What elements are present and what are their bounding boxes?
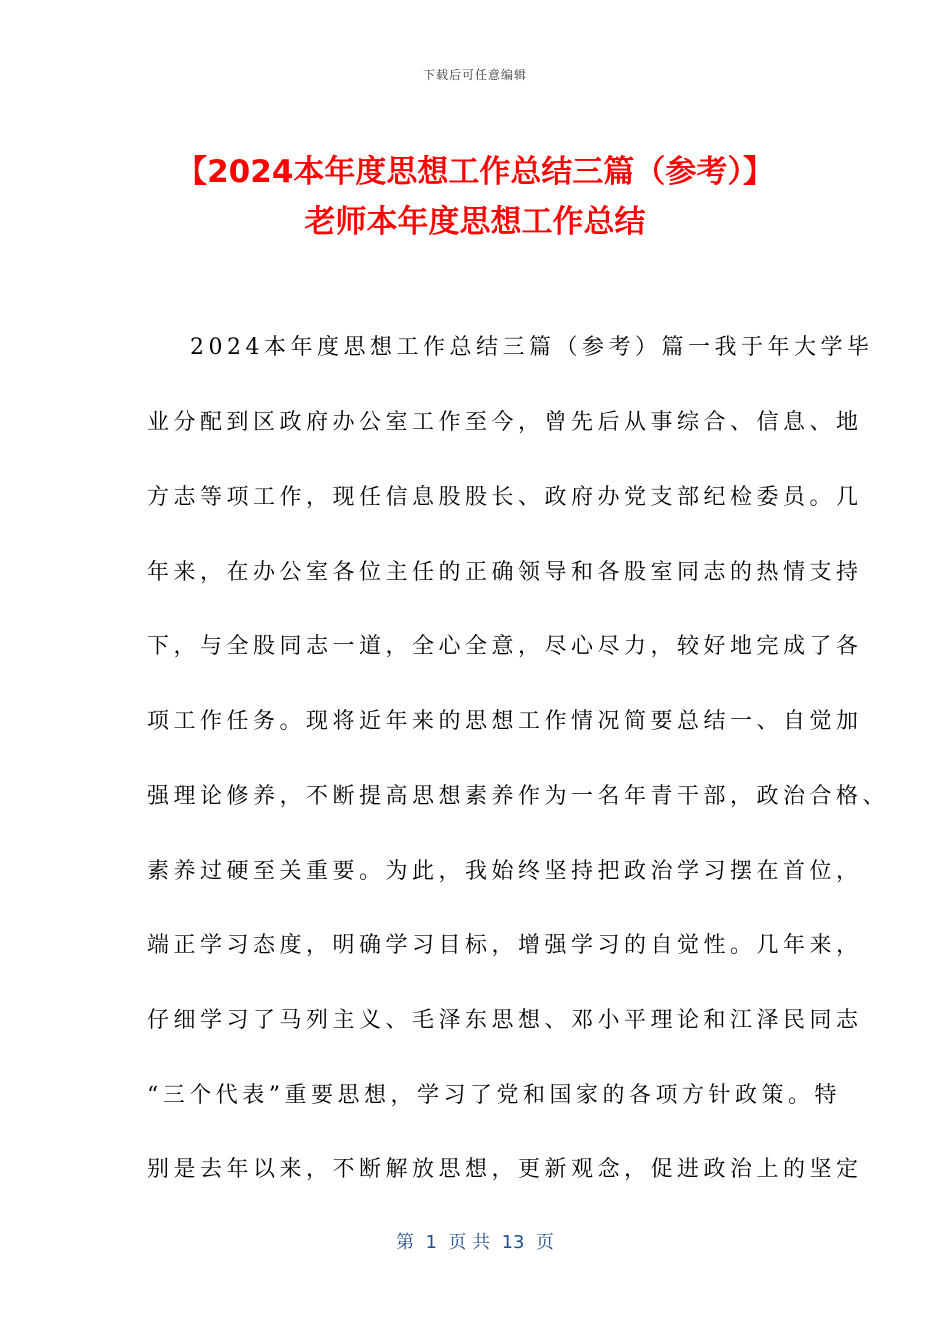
body-line: 端正学习态度，明确学习目标，增强学习的自觉性。几年来， — [147, 933, 863, 958]
body-line: 年来，在办公室各位主任的正确领导和各股室同志的热情支持 — [147, 560, 863, 585]
body-line: 方志等项工作，现任信息股股长、政府办党支部纪检委员。几 — [147, 485, 863, 510]
body-line: 2024本年度思想工作总结三篇（参考）篇一我于年大学毕 — [190, 335, 874, 360]
header-note: 下载后可任意编辑 — [422, 68, 527, 82]
body-line: 业分配到区政府办公室工作至今，曾先后从事综合、信息、地 — [147, 410, 863, 435]
page-number-footer: 第 1 页 共 13 页 — [396, 1232, 554, 1253]
body-line: 素养过硬至关重要。为此，我始终坚持把政治学习摆在首位， — [147, 859, 863, 884]
body-line: “三个代表”重要思想，学习了党和国家的各项方针政策。特 — [147, 1083, 841, 1108]
document-title-line-2: 老师本年度思想工作总结 — [304, 204, 646, 240]
document-title-line-1: 【2024本年度思想工作总结三篇（参考）】 — [176, 154, 774, 190]
body-line: 仔细学习了马列主义、毛泽东思想、邓小平理论和江泽民同志 — [147, 1008, 863, 1033]
body-line: 下，与全股同志一道，全心全意，尽心尽力，较好地完成了各 — [147, 634, 863, 659]
body-line: 别是去年以来，不断解放思想，更新观念，促进政治上的坚定 — [147, 1157, 863, 1182]
body-line: 强理论修养，不断提高思想素养作为一名年青干部，政治合格、 — [147, 784, 890, 809]
body-line: 项工作任务。现将近年来的思想工作情况简要总结一、自觉加 — [147, 709, 863, 734]
